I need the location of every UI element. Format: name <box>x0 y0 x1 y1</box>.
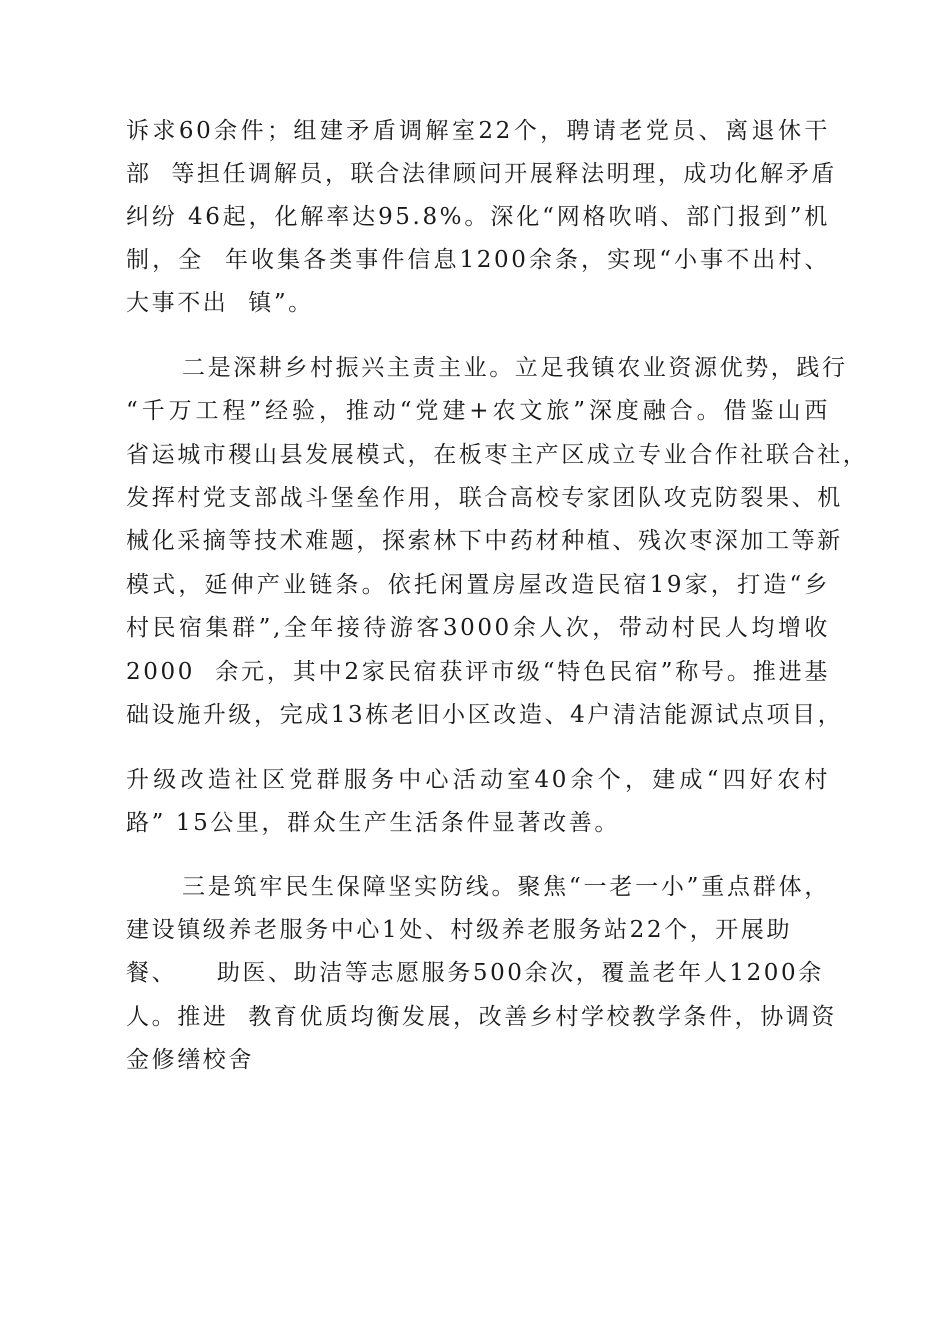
text-line: 部 等担任调解员，联合法律顾问开展释法明理，成功化解矛盾 <box>126 161 838 187</box>
text-line: 金修缮校舍 <box>126 1047 254 1073</box>
text-line: 大事不出 镇”。 <box>126 290 314 316</box>
text-line: 模式，延伸产业链条。依托闲置房屋改造民宿19家，打造“乡 <box>126 572 830 598</box>
text-line: 2000 余元，其中2家民宿获评市级“特色民宿”称号。推进基 <box>126 659 830 685</box>
text-line: 械化采摘等技术难题，探索林下中药材种植、残次枣深加工等新 <box>126 528 843 554</box>
text-line: 础设施升级，完成13栋老旧小区改造、4户清洁能源试点项目， <box>126 702 844 728</box>
text-line: 建设镇级养老服务中心1处、村级养老服务站22个，开展助 <box>126 917 793 943</box>
text-line: 纠纷 46起，化解率达95.8%。深化“网格吹哨、部门报到”机 <box>126 204 830 230</box>
text-line: 二是深耕乡村振兴主责主业。立足我镇农业资源优势，践行 <box>182 355 848 381</box>
text-line: 路” 15公里，群众生产生活条件显著改善。 <box>126 810 620 836</box>
text-line: 人。推进 教育优质均衡发展，改善乡村学校教学条件，协调资 <box>126 1004 838 1030</box>
text-line: 村民宿集群”,全年接待游客3000余人次，带动村民人均增收 <box>126 615 830 641</box>
text-line: 三是筑牢民生保障坚实防线。聚焦“一老一小”重点群体， <box>182 874 830 900</box>
text-line: 餐、 助医、助洁等志愿服务500余次，覆盖老年人1200余 <box>126 960 824 986</box>
text-line: 发挥村党支部战斗堡垒作用，联合高校专家团队攻克防裂果、机 <box>126 485 843 511</box>
text-line: 升级改造社区党群服务中心活动室40余个，建成“四好农村 <box>126 767 830 793</box>
text-line: 制，全 年收集各类事件信息1200余条，实现“小事不出村、 <box>126 247 830 273</box>
text-line: 诉求60余件；组建矛盾调解室22个，聘请老党员、离退休干 <box>126 118 830 144</box>
text-line: “千万工程”经验，推动“党建+农文旅”深度融合。借鉴山西 <box>126 398 830 424</box>
text-line: 省运城市稷山县发展模式，在板枣主产区成立专业合作社联合社， <box>126 442 869 468</box>
